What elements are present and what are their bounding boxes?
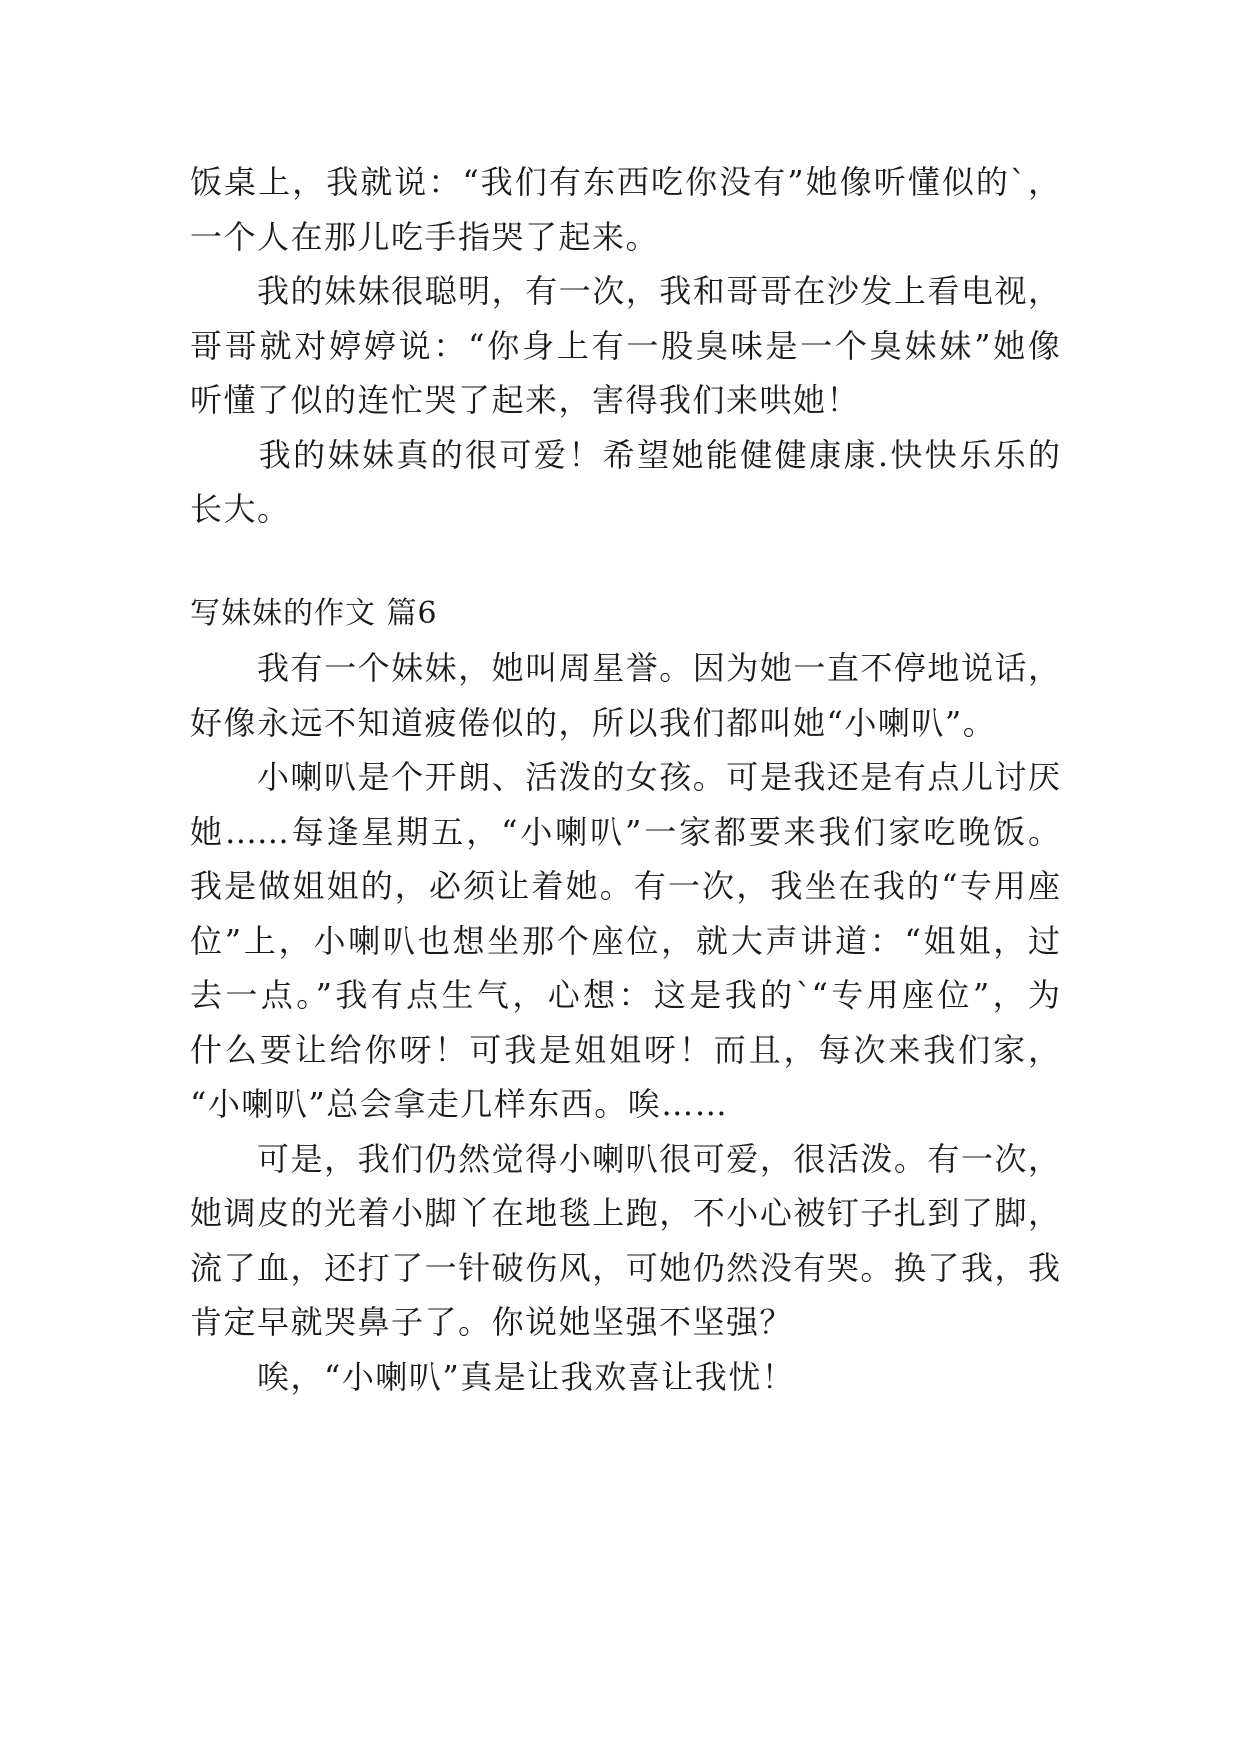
document-body — [190, 155, 1060, 1404]
text-line: 饭桌上，我就说：“我们有东西吃你没有”她像听懂似的`， — [190, 163, 1060, 201]
section-heading: 写妹妹的作文 篇6 — [190, 595, 438, 631]
text-line: 什么要让给你呀！可我是姐姐呀！而且，每次来我们家， — [190, 1030, 1060, 1069]
text-line: 位”上，小喇叭也想坐那个座位，就大声讲道：“姐姐，过 — [190, 921, 1060, 960]
text-line: 小喇叭是个开朗、活泼的女孩。可是我还是有点儿讨厌 — [190, 758, 1060, 796]
text-line: 我的妹妹很聪明，有一次，我和哥哥在沙发上看电视， — [190, 272, 1060, 310]
text-line: 哥哥就对婷婷说：“你身上有一股臭味是一个臭妹妹”她像 — [190, 326, 1060, 365]
text-line: “小喇叭”总会拿走几样东西。唉…… — [190, 1085, 729, 1123]
text-line: 听懂了似的连忙哭了起来，害得我们来哄她！ — [190, 381, 861, 419]
text-line: 她调皮的光着小脚丫在地毯上跑，不小心被钉子扎到了脚， — [190, 1194, 1060, 1232]
text-line: 好像永远不知道疲倦似的，所以我们都叫她“小喇叭”。 — [190, 703, 997, 742]
text-line: 我有一个妹妹，她叫周星誉。因为她一直不停地说话， — [190, 649, 1060, 687]
section-gap — [190, 537, 1060, 587]
text-line: 去一点。”我有点生气，心想：这是我的`“专用座位”，为 — [190, 976, 1060, 1014]
text-line: 唉，“小喇叭”真是让我欢喜让我忧！ — [190, 1357, 796, 1396]
text-line: 我是做姐姐的，必须让着她。有一次，我坐在我的“专用座 — [190, 867, 1060, 905]
text-line: 她……每逢星期五，“小喇叭”一家都要来我们家吃晚饭。 — [190, 812, 1060, 851]
text-line: 一个人在那儿吃手指哭了起来。 — [190, 217, 660, 256]
text-line: 我的妹妹真的很可爱！希望她能健健康康.快快乐乐的 — [190, 435, 1060, 474]
text-line: 可是，我们仍然觉得小喇叭很可爱，很活泼。有一次， — [190, 1139, 1060, 1178]
text-line: 肯定早就哭鼻子了。你说她坚强不坚强？ — [190, 1303, 794, 1341]
text-line: 流了血，还打了一针破伤风，可她仍然没有哭。换了我，我 — [190, 1248, 1060, 1287]
text-line: 长大。 — [190, 490, 291, 528]
